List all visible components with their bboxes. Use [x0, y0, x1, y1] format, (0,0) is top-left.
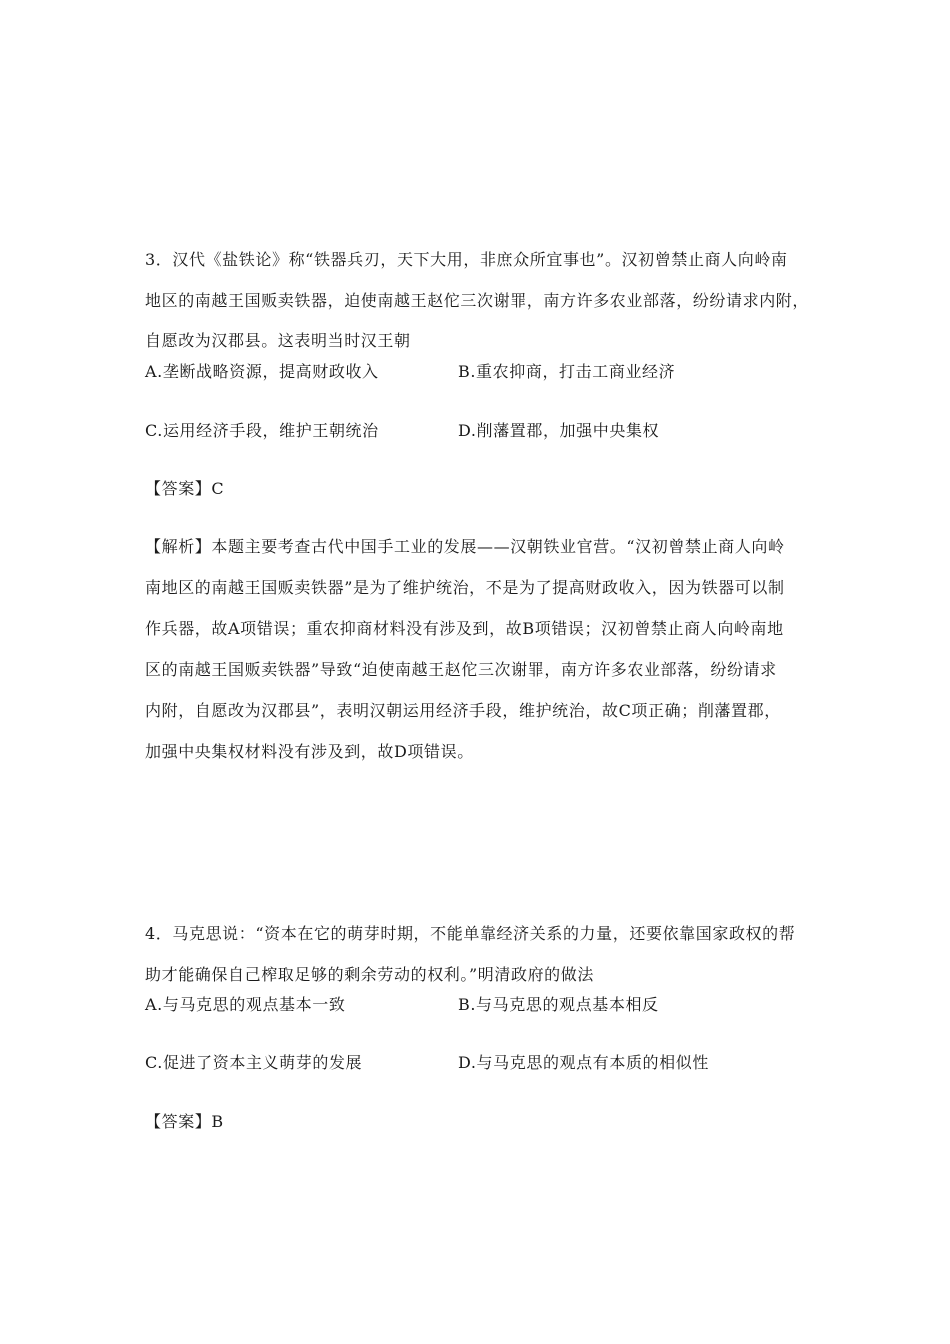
q4-option-b: B.与马克思的观点基本相反: [458, 995, 659, 1014]
q3-answer: 【答案】C: [145, 479, 225, 498]
q4-stem-line-2: 助才能确保自己榨取足够的剩余劳动的权利。”明清政府的做法: [145, 965, 594, 984]
q3-option-d: D.削藩置郡，加强中央集权: [458, 421, 660, 440]
q4-stem-line-1: 4．马克思说：“资本在它的萌芽时期，不能单靠经济关系的力量，还要依靠国家政权的帮: [145, 924, 796, 943]
q3-analysis-line-1: 【解析】本题主要考查古代中国手工业的发展——汉朝铁业官营。“汉初曾禁止商人向岭: [145, 537, 785, 556]
q3-option-b: B.重农抑商，打击工商业经济: [458, 362, 676, 381]
q3-stem-line-1: 3．汉代《盐铁论》称“铁器兵刃，天下大用，非庶众所宜事也”。汉初曾禁止商人向岭南: [145, 250, 788, 269]
q3-analysis-line-3: 作兵器，故A项错误；重农抑商材料没有涉及到，故B项错误；汉初曾禁止商人向岭南地: [145, 619, 784, 638]
q3-analysis-line-6: 加强中央集权材料没有涉及到，故D项错误。: [145, 742, 474, 761]
q4-option-c: C.促进了资本主义萌芽的发展: [145, 1053, 363, 1072]
q4-answer: 【答案】B: [145, 1112, 224, 1131]
q3-option-c: C.运用经济手段，维护王朝统治: [145, 421, 379, 440]
q4-option-a: A.与马克思的观点基本一致: [145, 995, 346, 1014]
q3-analysis-line-4: 区的南越王国贩卖铁器”导致“迫使南越王赵佗三次谢罪，南方许多农业部落，纷纷请求: [145, 660, 777, 679]
q3-option-a: A.垄断战略资源，提高财政收入: [145, 362, 379, 381]
q3-stem-line-3: 自愿改为汉郡县。这表明当时汉王朝: [145, 331, 411, 350]
q4-option-d: D.与马克思的观点有本质的相似性: [458, 1053, 709, 1072]
q3-analysis-line-5: 内附，自愿改为汉郡县”，表明汉朝运用经济手段，维护统治，故C项正确；削藩置郡，: [145, 701, 781, 720]
q3-stem-line-2: 地区的南越王国贩卖铁器，迫使南越王赵佗三次谢罪，南方许多农业部落，纷纷请求内附，: [145, 291, 810, 310]
q3-analysis-line-2: 南地区的南越王国贩卖铁器”是为了维护统治，不是为了提高财政收入，因为铁器可以制: [145, 578, 785, 597]
